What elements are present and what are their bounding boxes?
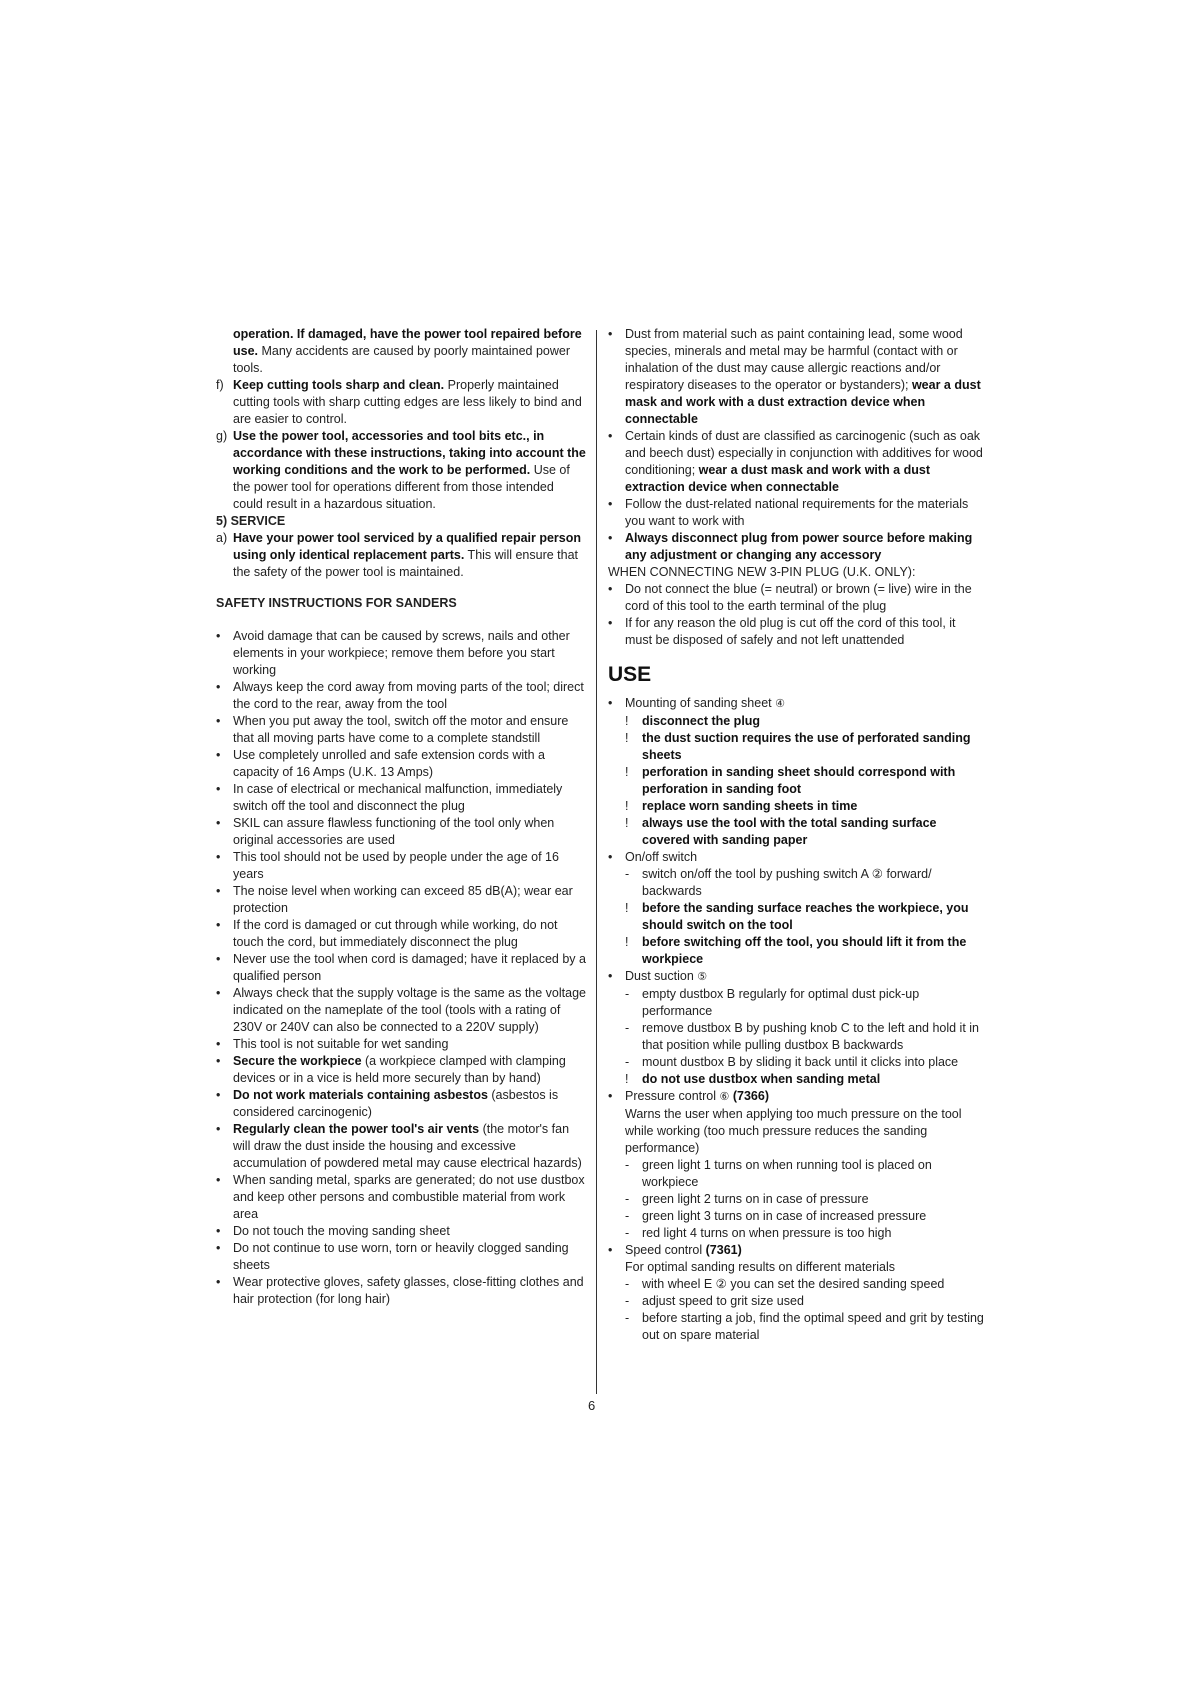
dust-bullet (608, 530, 984, 564)
item-text: Always check that the supply voltage is the same as the voltage indicated on the nameplate of the tool (tools with a rating of 230V or 240V can also be connected to a 220V supply) (233, 986, 586, 1034)
warning-item (625, 798, 984, 815)
dash-marker: - (625, 1226, 630, 1240)
list-item-a (216, 530, 586, 581)
mounting-label: Mounting of sanding sheet (625, 696, 772, 710)
dust-warning: do not use dustbox when sanding metal (642, 1072, 881, 1086)
dash-item (625, 1225, 984, 1242)
bullet-dot: • (216, 782, 221, 796)
bullet-dot: • (608, 582, 613, 596)
item-text: If the cord is damaged or cut through while working, do not touch the cord, but immediately disconnect the plug (233, 918, 558, 949)
onoff-warning-list (625, 900, 984, 968)
safety-bullet (216, 985, 586, 1036)
warning-item (625, 730, 984, 764)
bullet-dot: • (216, 1037, 221, 1051)
item-bold-text: always use the tool with the total sanding surface covered with sanding paper (642, 816, 937, 847)
item-bold-text: wear a dust mask and work with a dust extraction device when connectable (625, 463, 930, 494)
item-bold-text: wear a dust mask and work with a dust extraction device when connectable (625, 378, 981, 426)
safety-bullet (216, 1172, 586, 1223)
item-bold-text: before switching off the tool, you should lift it from the workpiece (642, 935, 967, 966)
item-text: green light 3 turns on in case of increased pressure (642, 1209, 927, 1223)
bullet-dot: • (216, 918, 221, 932)
bullet-dot: • (216, 1054, 221, 1068)
item-bold-text: Always disconnect plug from power source before making any adjustment or changing any accessory (625, 531, 973, 562)
item-bold-text: Do not work materials containing asbestos (233, 1088, 488, 1102)
item-bold-text: before the sanding surface reaches the workpiece, you should switch on the tool (642, 901, 969, 932)
warning-item (625, 713, 984, 730)
bullet-dot: • (608, 850, 613, 864)
figure-ref: ⑥ (719, 1091, 730, 1103)
dash-item (625, 1020, 984, 1054)
bullet-dot: • (608, 429, 613, 443)
page-number: 6 (588, 1398, 596, 1413)
item-bold: Have your power tool serviced by a qualified repair person using only identical replacement parts. (233, 531, 582, 562)
onoff-item (608, 849, 984, 968)
bullet-dot: • (216, 629, 221, 643)
bullet-dot: • (216, 1224, 221, 1238)
bullet-dot: • (216, 884, 221, 898)
item-text: (a workpiece clamped with clamping devices or in a vice is held more securely than by hand) (233, 1054, 566, 1085)
item-text: In case of electrical or mechanical malfunction, immediately switch off the tool and disconnect the plug (233, 782, 563, 813)
item-bold-text: disconnect the plug (642, 714, 761, 728)
onoff-dash: switch on/off the tool by pushing switch A ② forward/ backwards (642, 867, 932, 898)
dash-marker: - (625, 1294, 630, 1308)
warning-marker: ! (625, 765, 629, 779)
bullet-dot: • (216, 850, 221, 864)
dash-item (625, 986, 984, 1020)
dust-label: Dust suction (625, 969, 694, 983)
intro-continuation (216, 326, 586, 377)
safety-bullet (216, 713, 586, 747)
item-text: (the motor's fan will draw the dust inside the housing and excessive accumulation of powdered metal may cause electrical hazards) (233, 1122, 582, 1170)
left-column (216, 326, 586, 1308)
item-text: Use completely unrolled and safe extension cords with a capacity of 16 Amps (U.K. 13 Amps) (233, 748, 545, 779)
dash-item (625, 1293, 984, 1310)
service-heading: 5) SERVICE (216, 514, 286, 528)
warning-marker: ! (625, 1072, 629, 1086)
bullet-dot: • (608, 497, 613, 511)
item-text: Do not continue to use worn, torn or heavily clogged sanding sheets (233, 1241, 569, 1272)
safety-bullet (216, 1036, 586, 1053)
dash-marker: - (625, 987, 630, 1001)
plug-bullet (608, 581, 984, 615)
onoff-label: On/off switch (625, 850, 698, 864)
dash-marker: - (625, 1021, 630, 1035)
speed-desc: For optimal sanding results on different materials (625, 1260, 896, 1274)
bullet-dot: • (216, 816, 221, 830)
dash-item (625, 866, 984, 900)
right-column (608, 326, 984, 1344)
item-text: Never use the tool when cord is damaged; have it replaced by a qualified person (233, 952, 586, 983)
bullet-dot: • (216, 1275, 221, 1289)
bullet-dot: • (216, 952, 221, 966)
safety-bullet (216, 1087, 586, 1121)
safety-bullet (216, 917, 586, 951)
item-marker: f) (216, 378, 224, 392)
safety-bullet (216, 883, 586, 917)
dash-item (625, 1310, 984, 1344)
dash-marker: - (625, 867, 630, 881)
dust-bullet (608, 428, 984, 496)
item-text: green light 2 turns on in case of pressure (642, 1192, 869, 1206)
use-heading: USE (608, 663, 652, 686)
pressure-model: (7366) (732, 1089, 769, 1103)
safety-bullet (216, 1223, 586, 1240)
bullet-dot: • (608, 1089, 613, 1103)
safety-bullet (216, 781, 586, 815)
dash-marker: - (625, 1209, 630, 1223)
warning-marker: ! (625, 731, 629, 745)
bullet-dot: • (608, 327, 613, 341)
dash-item (625, 1157, 984, 1191)
safety-bullet (216, 1274, 586, 1308)
safety-bullet (216, 747, 586, 781)
bullet-dot: • (216, 1122, 221, 1136)
warning-item (625, 1071, 984, 1088)
item-text: Dust from material such as paint containing lead, some wood species, minerals and metal may be harmful (contact with or inhalation of the dust may cause allergic reactions and/or respiratory diseases to the operator or bystanders); (625, 327, 963, 392)
bullet-dot: • (608, 531, 613, 545)
plug-bullet-list (608, 581, 984, 649)
list-item-g (216, 428, 586, 513)
warning-item (625, 934, 984, 968)
item-text: Use of the power tool for operations different from those intended could result in a hazardous situation. (233, 463, 570, 511)
warning-marker: ! (625, 799, 629, 813)
dust-bullet (608, 326, 984, 428)
safety-bullet (216, 1240, 586, 1274)
item-text: with wheel E ② you can set the desired sanding speed (642, 1277, 945, 1291)
item-bold-text: Regularly clean the power tool's air vents (233, 1122, 480, 1136)
item-text: green light 1 turns on when running tool is placed on workpiece (642, 1158, 932, 1189)
mounting-item (608, 695, 984, 849)
dust-item (608, 968, 984, 1088)
item-text: Wear protective gloves, safety glasses, close-fitting clothes and hair protection (for long hair) (233, 1275, 584, 1306)
dust-dash-list (625, 986, 984, 1071)
mounting-warning-list (625, 713, 984, 849)
bullet-dot: • (216, 714, 221, 728)
safety-bullet (216, 1053, 586, 1087)
item-bold: Use the power tool, accessories and tool bits etc., in accordance with these instructions, taking into account the working conditions and the work to be performed. (233, 429, 586, 477)
warning-marker: ! (625, 714, 629, 728)
safety-heading: SAFETY INSTRUCTIONS FOR SANDERS (216, 596, 457, 610)
item-text: red light 4 turns on when pressure is too high (642, 1226, 892, 1240)
item-text: before starting a job, find the optimal speed and grit by testing out on spare material (642, 1311, 984, 1342)
bullet-dot: • (608, 969, 613, 983)
safety-bullet (216, 815, 586, 849)
item-text: This tool should not be used by people under the age of 16 years (233, 850, 559, 881)
item-text: Do not touch the moving sanding sheet (233, 1224, 450, 1238)
intro-bold: operation. If damaged, have the power tool repaired before use. (233, 327, 582, 358)
item-bold-text: replace worn sanding sheets in time (642, 799, 858, 813)
bullet-dot: • (608, 616, 613, 630)
plug-bullet (608, 615, 984, 649)
warning-marker: ! (625, 901, 629, 915)
dash-item (625, 1054, 984, 1071)
item-text: empty dustbox B regularly for optimal dust pick-up performance (642, 987, 920, 1018)
warning-marker: ! (625, 816, 629, 830)
item-bold: Keep cutting tools sharp and clean. (233, 378, 445, 392)
warning-marker: ! (625, 935, 629, 949)
speed-model: (7361) (705, 1243, 742, 1257)
dash-item (625, 1191, 984, 1208)
item-text: When you put away the tool, switch off the motor and ensure that all moving parts have come to a complete standstill (233, 714, 569, 745)
column-divider (596, 330, 597, 1394)
item-text: adjust speed to grit size used (642, 1294, 804, 1308)
dust-bullet (608, 496, 984, 530)
pressure-desc: Warns the user when applying too much pressure on the tool while working (too much pressure reduces the sanding performance) (625, 1107, 962, 1155)
item-text: SKIL can assure flawless functioning of the tool only when original accessories are used (233, 816, 555, 847)
warning-item (625, 900, 984, 934)
plug-heading: WHEN CONNECTING NEW 3-PIN PLUG (U.K. ONLY): (608, 565, 916, 579)
bullet-dot: • (608, 696, 613, 710)
item-marker: g) (216, 429, 228, 443)
item-bold-text: Secure the workpiece (233, 1054, 362, 1068)
item-text: The noise level when working can exceed 85 dB(A); wear ear protection (233, 884, 573, 915)
dust-bullet-list (608, 326, 984, 564)
bullet-dot: • (216, 1088, 221, 1102)
bullet-dot: • (216, 748, 221, 762)
list-item-f (216, 377, 586, 428)
bullet-dot: • (216, 680, 221, 694)
warning-item (625, 815, 984, 849)
item-text: remove dustbox B by pushing knob C to the left and hold it in that position while pulling dustbox B backwards (642, 1021, 980, 1052)
safety-bullet (216, 628, 586, 679)
item-text: Certain kinds of dust are classified as carcinogenic (such as oak and beech dust) especially in conjunction with additives for wood conditioning; (625, 429, 983, 477)
intro-text: Many accidents are caused by poorly maintained power tools. (233, 344, 570, 375)
figure-ref: ④ (775, 698, 785, 710)
dash-marker: - (625, 1311, 630, 1325)
item-text: This will ensure that the safety of the power tool is maintained. (233, 548, 579, 579)
dash-item (625, 1276, 984, 1293)
safety-bullet (216, 679, 586, 713)
warning-item (625, 764, 984, 798)
item-text: Properly maintained cutting tools with sharp cutting edges are less likely to bind and are easier to control. (233, 378, 582, 426)
safety-bullet (216, 849, 586, 883)
item-text: Avoid damage that can be caused by screws, nails and other elements in your workpiece; remove them before you start working (233, 629, 570, 677)
speed-label: Speed control (625, 1243, 703, 1257)
safety-bullet-list (216, 628, 586, 1308)
item-text: When sanding metal, sparks are generated; do not use dustbox and keep other persons and combustible material from work area (233, 1173, 585, 1221)
item-text: mount dustbox B by sliding it back until it clicks into place (642, 1055, 959, 1069)
safety-bullet (216, 951, 586, 985)
pressure-item (608, 1088, 984, 1242)
pressure-dash-list (625, 1157, 984, 1242)
bullet-dot: • (216, 986, 221, 1000)
item-text: (asbestos is considered carcinogenic) (233, 1088, 559, 1119)
bullet-dot: • (216, 1241, 221, 1255)
dash-marker: - (625, 1277, 630, 1291)
bullet-dot: • (608, 1243, 613, 1257)
dash-item (625, 1208, 984, 1225)
bullet-dot: • (216, 1173, 221, 1187)
speed-dash-list (625, 1276, 984, 1344)
dash-marker: - (625, 1158, 630, 1172)
item-text: Always keep the cord away from moving parts of the tool; direct the cord to the rear, away from the tool (233, 680, 584, 711)
item-text: This tool is not suitable for wet sanding (233, 1037, 449, 1051)
speed-item (608, 1242, 984, 1344)
item-bold-text: the dust suction requires the use of perforated sanding sheets (642, 731, 971, 762)
safety-bullet (216, 1121, 586, 1172)
item-text: If for any reason the old plug is cut off the cord of this tool, it must be disposed of safely and not left unattended (625, 616, 956, 647)
item-text: Follow the dust-related national requirements for the materials you want to work with (625, 497, 969, 528)
dash-marker: - (625, 1055, 630, 1069)
item-text: Do not connect the blue (= neutral) or brown (= live) wire in the cord of this tool to the earth terminal of the plug (625, 582, 972, 613)
pressure-label: Pressure control (625, 1089, 717, 1103)
figure-ref: ⑤ (697, 971, 708, 983)
item-bold-text: perforation in sanding sheet should correspond with perforation in sanding foot (642, 765, 956, 796)
dash-marker: - (625, 1192, 630, 1206)
item-marker: a) (216, 531, 228, 545)
